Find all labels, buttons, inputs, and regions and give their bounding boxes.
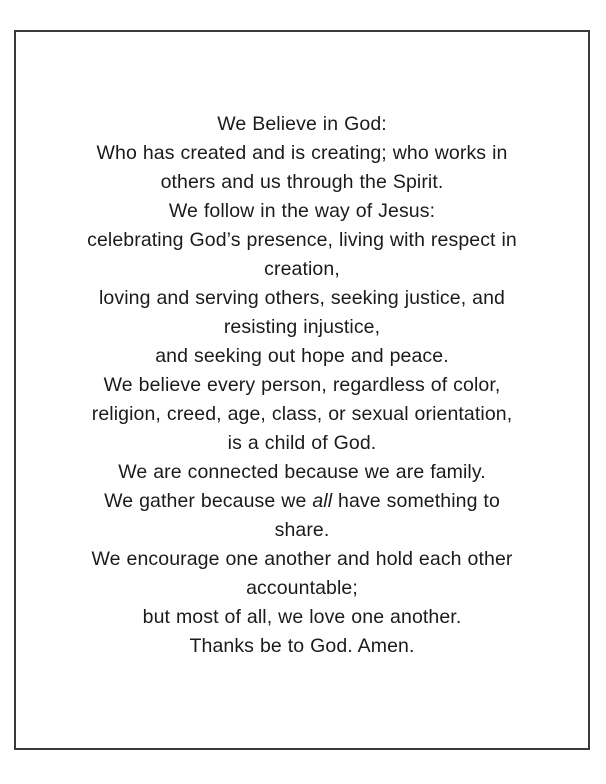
creed-line-9: and seeking out hope and peace. xyxy=(155,345,449,367)
creed-line-1: We Believe in God: xyxy=(217,113,387,135)
creed-line-11: religion, creed, age, class, or sexual orientation, xyxy=(91,403,513,425)
creed-line-5: celebrating God’s presence, living with respect in xyxy=(87,229,517,251)
creed-line-15: share. xyxy=(274,519,330,541)
creed-line-17: accountable; xyxy=(246,577,358,599)
creed-line-10: We believe every person, regardless of color, xyxy=(103,374,501,396)
creed-line-19: Thanks be to God. Amen. xyxy=(189,635,415,657)
creed-line-8: resisting injustice, xyxy=(223,316,381,338)
creed-line-16: We encourage one another and hold each other xyxy=(91,548,513,570)
italic-word-all: all xyxy=(312,490,333,512)
document-page xyxy=(14,30,590,750)
creed-line-13: We are connected because we are family. xyxy=(118,461,486,483)
creed-line-7: loving and serving others, seeking justice, and xyxy=(98,287,505,309)
creed-line-14-italic xyxy=(52,487,552,516)
creed-line-3: others and us through the Spirit. xyxy=(160,171,444,193)
creed-line-4: We follow in the way of Jesus: xyxy=(168,200,436,222)
creed-text-block xyxy=(16,32,588,661)
italic-line-before: We gather because we xyxy=(104,490,313,512)
creed-line-6: creation, xyxy=(264,258,340,280)
creed-line-2: Who has created and is creating; who works in xyxy=(96,142,508,164)
creed-line-18: but most of all, we love one another. xyxy=(142,606,462,628)
creed-line-12: is a child of God. xyxy=(227,432,377,454)
italic-line-after: have something to xyxy=(332,490,500,512)
